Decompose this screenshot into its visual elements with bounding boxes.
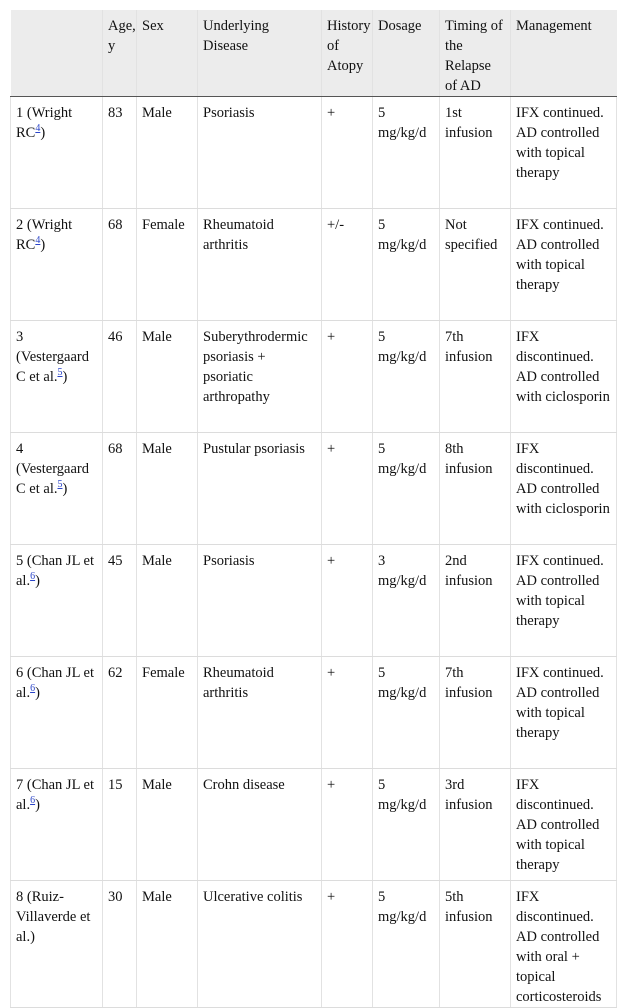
cell-disease: Rheumatoid arthritis [198,657,322,769]
cell-age: 68 [103,433,137,545]
cell-disease: Ulcerative colitis [198,881,322,1008]
reference-link[interactable]: 5 [57,367,63,379]
cell-timing: 3rd infusion [440,769,511,881]
cell-age: 62 [103,657,137,769]
cell-case [11,97,103,209]
cell-atopy: + [322,321,373,433]
cell-case [11,209,103,321]
header-sex: Sex [137,10,198,97]
cell-management: IFX discontinued. AD controlled with ciclosporin [511,321,617,433]
cell-case [11,545,103,657]
reference-link[interactable]: 5 [57,479,63,491]
header-atopy: History of Atopy [322,10,373,97]
cell-case [11,769,103,881]
reference-link[interactable]: 4 [35,235,41,247]
header-row [11,10,617,97]
case-label: 8 (Ruiz-Villaverde et al.) [16,889,91,945]
cell-case [11,433,103,545]
case-table-container [10,10,616,1008]
cell-dosage: 5 mg/kg/d [373,769,440,881]
cell-timing: 7th infusion [440,321,511,433]
case-label: 7 (Chan JL et al. [16,777,94,813]
cell-age: 15 [103,769,137,881]
cell-management: IFX continued. AD controlled with topical therapy [511,545,617,657]
cell-atopy: + [322,657,373,769]
cell-timing: 1st infusion [440,97,511,209]
cell-timing: 5th infusion [440,881,511,1008]
case-label-end: ) [35,797,40,813]
case-label-end: ) [40,237,46,253]
case-label-end: ) [62,369,68,385]
table-row [11,433,617,545]
cell-timing: 2nd infusion [440,545,511,657]
cell-dosage: 5 mg/kg/d [373,433,440,545]
cell-sex: Male [137,769,198,881]
case-label: 2 (Wright RC [16,217,73,253]
cell-management: IFX continued. AD controlled with topical therapy [511,209,617,321]
cell-atopy: +/- [322,209,373,321]
cell-sex: Male [137,97,198,209]
table-row [11,769,617,881]
cell-timing: 7th infusion [440,657,511,769]
cell-dosage: 5 mg/kg/d [373,209,440,321]
table-row [11,321,617,433]
reference-link[interactable]: 6 [30,571,36,583]
case-label: 6 (Chan JL et al. [16,665,94,701]
cell-atopy: + [322,97,373,209]
cell-sex: Male [137,881,198,1008]
reference-link[interactable]: 4 [35,123,41,135]
cell-age: 46 [103,321,137,433]
cell-atopy: + [322,769,373,881]
cell-sex: Female [137,209,198,321]
header-case [11,10,103,97]
reference-link[interactable]: 6 [30,795,36,807]
case-label: 1 (Wright RC [16,105,73,141]
cell-case [11,881,103,1008]
case-label-end: ) [35,573,40,589]
case-label-end: ) [35,685,40,701]
table-row [11,209,617,321]
header-management: Management [511,10,617,97]
cell-dosage: 5 mg/kg/d [373,321,440,433]
cell-atopy: + [322,433,373,545]
cell-management: IFX continued. AD controlled with topical therapy [511,97,617,209]
cell-dosage: 3 mg/kg/d [373,545,440,657]
cell-sex: Male [137,433,198,545]
cell-timing: Not specified [440,209,511,321]
reference-link[interactable]: 6 [30,683,36,695]
cell-disease: Psoriasis [198,97,322,209]
header-dosage: Dosage [373,10,440,97]
cell-age: 83 [103,97,137,209]
cell-atopy: + [322,881,373,1008]
case-table [10,10,617,1008]
cell-age: 30 [103,881,137,1008]
cell-management: IFX discontinued. AD controlled with topical therapy [511,769,617,881]
cell-disease: Psoriasis [198,545,322,657]
header-age: Age, y [103,10,137,97]
case-label: 4 (Vestergaard C et al. [16,441,90,497]
case-label-end: ) [62,481,68,497]
case-label-end: ) [40,125,46,141]
case-label: 3 (Vestergaard C et al. [16,329,90,385]
table-row [11,545,617,657]
cell-disease: Crohn disease [198,769,322,881]
header-timing: Timing of the Relapse of AD [440,10,511,97]
table-row [11,881,617,1008]
cell-sex: Male [137,545,198,657]
cell-age: 68 [103,209,137,321]
header-disease: Underlying Disease [198,10,322,97]
cell-dosage: 5 mg/kg/d [373,881,440,1008]
cell-sex: Male [137,321,198,433]
cell-management: IFX discontinued. AD controlled with ciclosporin [511,433,617,545]
case-label: 5 (Chan JL et al. [16,553,94,589]
cell-disease: Suberythrodermic psoriasis + psoriatic arthropathy [198,321,322,433]
cell-sex: Female [137,657,198,769]
cell-age: 45 [103,545,137,657]
cell-atopy: + [322,545,373,657]
cell-dosage: 5 mg/kg/d [373,657,440,769]
cell-case [11,657,103,769]
cell-disease: Rheumatoid arthritis [198,209,322,321]
cell-disease: Pustular psoriasis [198,433,322,545]
cell-dosage: 5 mg/kg/d [373,97,440,209]
table-row [11,657,617,769]
cell-timing: 8th infusion [440,433,511,545]
table-row [11,97,617,209]
cell-management: IFX discontinued. AD controlled with oral + topical corticosteroids [511,881,617,1008]
cell-management: IFX continued. AD controlled with topical therapy [511,657,617,769]
cell-case [11,321,103,433]
